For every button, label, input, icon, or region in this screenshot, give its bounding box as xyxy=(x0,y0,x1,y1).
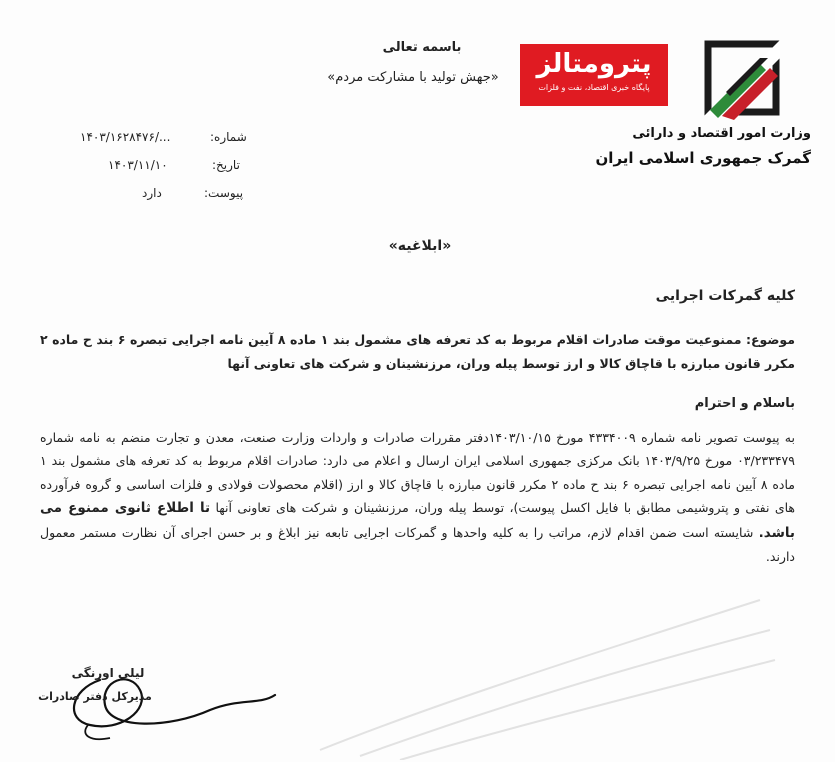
ministry-name: وزارت امور اقتصاد و دارائی xyxy=(632,126,811,141)
customs-header xyxy=(596,126,812,167)
body-part-1: به پیوست تصویر نامه شماره ۴۳۳۴۰۰۹ مورخ ۱۴۰۳/۱۰/۱۵دفتر مقررات صادرات و واردات وزارت صنعت، معدن و تجارت منضم به نامه شماره ۰۳/۲۳۳۴۷۹ مورخ ۱۴۰۳/۹/۲۵ بانک مرکزی جمهوری اسلامی ایران ارسال و اعلام می دارد: صادرات اقلام مربوط به کد تعرفه های مشمول بند ۱ ماده ۸ آیین نامه اجرایی تبصره ۶ بند ح ماده ۲ مکرر قانون مبارزه با قاچاق کالا و ارز (اقلام محصولات فولادی و فلزات اساسی و گروه فرآورده های نفتی و پتروشیمی مطابق با فایل اکسل پیوست)، توسط پیله وران، مرزنشینان و شرکت های تعاونی آنها xyxy=(40,430,796,516)
slogan: «جهش تولید با مشارکت مردم» xyxy=(327,70,499,85)
petrometals-logo-title: پترومتالز xyxy=(536,49,652,79)
recipient: کلیه گمرکات اجرایی xyxy=(655,288,795,304)
letter-body xyxy=(40,426,795,568)
number-label: شماره: xyxy=(210,130,247,144)
petrometals-logo xyxy=(520,44,668,106)
attachment-label: پیوست: xyxy=(204,186,244,200)
greeting: باسلام و احترام xyxy=(694,396,795,411)
signatory-title: مدیرکل دفتر صادرات xyxy=(38,690,152,703)
petrometals-logo-subtitle: پایگاه خبری اقتصاد، نفت و فلزات xyxy=(538,83,650,92)
date-label: تاریخ: xyxy=(212,158,240,172)
body-part-2: شایسته است ضمن اقدام لازم، مراتب را به کلیه واحدها و گمرکات اجرایی تابعه نیز ابلاغ و بر حسن اجرای آن نظارت مستمر معمول دارند. xyxy=(40,524,795,565)
letter-type: «ابلاغیه» xyxy=(388,238,452,254)
subject: موضوع: ممنوعیت موقت صادرات اقلام مربوط به کد تعرفه های مشمول بند ۱ ماده ۸ آیین نامه اجرایی تبصره ۶ بند ح ماده ۲ مکرر قانون مبارزه با قاچاق کالا و ارز توسط پیله وران، مرزنشینان و شرکت های تعاونی آنها xyxy=(40,332,795,371)
body-emphasis: تا اطلاع ثانوی ممنوع می باشد. xyxy=(40,500,795,541)
date-value: ۱۴۰۳/۱۱/۱۰ xyxy=(108,158,168,172)
attachment-value: دارد xyxy=(142,186,162,200)
customs-emblem-icon xyxy=(700,36,784,120)
signatory-name: لیلی اورنگی xyxy=(71,666,145,680)
watermark-decoration xyxy=(300,560,780,760)
basmeh-heading: باسمه تعالی xyxy=(382,40,462,55)
number-value: ۱۴۰۳/۱۶۲۸۴۷۶/... xyxy=(80,130,171,144)
customs-name: گمرک جمهوری اسلامی ایران xyxy=(595,149,811,167)
